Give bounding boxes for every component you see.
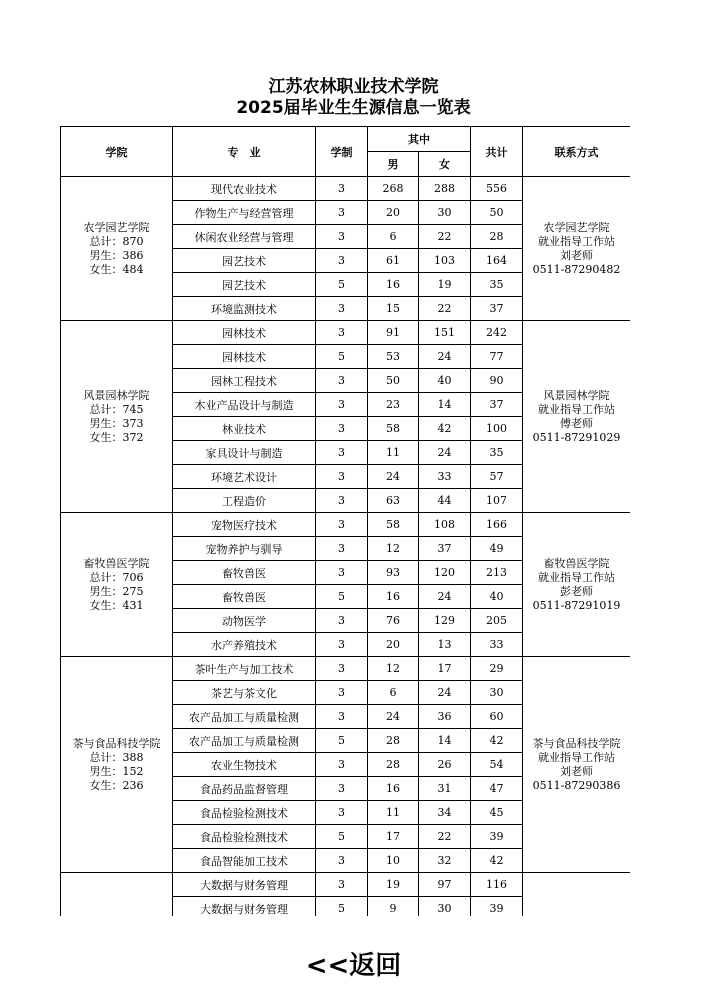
cell-major: 农业生物技术 — [173, 753, 316, 777]
college-summary-line: 总计：745 — [89, 402, 144, 416]
college-summary-line: 总计：870 — [89, 234, 144, 248]
cell-duration: 3 — [316, 657, 368, 681]
cell-major: 农产品加工与质量检测 — [173, 705, 316, 729]
cell-major: 宠物医疗技术 — [173, 513, 316, 537]
cell-duration: 3 — [316, 873, 368, 897]
cell-major: 食品检验检测技术 — [173, 801, 316, 825]
cell-male: 9 — [368, 897, 419, 917]
cell-total: 39 — [471, 825, 523, 849]
cell-male: 17 — [368, 825, 419, 849]
cell-male: 11 — [368, 801, 419, 825]
cell-male: 6 — [368, 681, 419, 705]
cell-female: 97 — [419, 873, 471, 897]
college-summary-line: 女生：484 — [89, 262, 144, 276]
cell-male: 16 — [368, 585, 419, 609]
cell-duration: 3 — [316, 393, 368, 417]
college-summary-line: 女生：236 — [89, 778, 144, 792]
cell-female: 33 — [419, 465, 471, 489]
cell-total: 50 — [471, 201, 523, 225]
cell-duration: 3 — [316, 369, 368, 393]
cell-female: 32 — [419, 849, 471, 873]
cell-male: 63 — [368, 489, 419, 513]
cell-major: 畜牧兽医 — [173, 561, 316, 585]
cell-duration: 3 — [316, 849, 368, 873]
cell-major: 环境监测技术 — [173, 297, 316, 321]
graduate-info-table — [60, 126, 630, 916]
college-summary-cell — [61, 177, 173, 321]
cell-total: 37 — [471, 297, 523, 321]
cell-duration: 3 — [316, 297, 368, 321]
contact-line: 茶与食品科技学院 — [532, 736, 621, 750]
cell-duration: 3 — [316, 633, 368, 657]
cell-female: 14 — [419, 393, 471, 417]
cell-female: 129 — [419, 609, 471, 633]
college-summary-line: 畜牧兽医学院 — [83, 556, 150, 570]
cell-duration: 5 — [316, 273, 368, 297]
cell-female: 31 — [419, 777, 471, 801]
cell-major: 食品检验检测技术 — [173, 825, 316, 849]
contact-cell — [523, 177, 631, 321]
cell-duration: 3 — [316, 177, 368, 201]
cell-major: 作物生产与经营管理 — [173, 201, 316, 225]
cell-total: 205 — [471, 609, 523, 633]
cell-major: 动物医学 — [173, 609, 316, 633]
cell-major: 休闲农业经营与管理 — [173, 225, 316, 249]
cell-duration: 3 — [316, 417, 368, 441]
cell-duration: 3 — [316, 513, 368, 537]
cell-male: 12 — [368, 537, 419, 561]
cell-female: 26 — [419, 753, 471, 777]
contact-line: 0511-87290386 — [532, 778, 621, 792]
cell-duration: 3 — [316, 465, 368, 489]
cell-total: 116 — [471, 873, 523, 897]
cell-major: 木业产品设计与制造 — [173, 393, 316, 417]
cell-total: 35 — [471, 441, 523, 465]
cell-duration: 3 — [316, 705, 368, 729]
cell-male: 91 — [368, 321, 419, 345]
cell-total: 40 — [471, 585, 523, 609]
contact-line: 就业指导工作站 — [538, 234, 615, 248]
cell-duration: 3 — [316, 801, 368, 825]
cell-major: 现代农业技术 — [173, 177, 316, 201]
college-summary-line: 女生：431 — [89, 598, 144, 612]
contact-line: 就业指导工作站 — [538, 570, 615, 584]
contact-line: 风景园林学院 — [543, 388, 610, 402]
cell-duration: 3 — [316, 489, 368, 513]
cell-total: 45 — [471, 801, 523, 825]
cell-major: 农产品加工与质量检测 — [173, 729, 316, 753]
cell-male: 12 — [368, 657, 419, 681]
cell-major: 工程造价 — [173, 489, 316, 513]
cell-duration: 3 — [316, 321, 368, 345]
cell-duration: 5 — [316, 897, 368, 917]
cell-male: 6 — [368, 225, 419, 249]
college-summary-cell — [61, 321, 173, 513]
cell-total: 107 — [471, 489, 523, 513]
cell-duration: 3 — [316, 753, 368, 777]
cell-female: 151 — [419, 321, 471, 345]
header-male: 男 — [368, 152, 419, 177]
cell-duration: 5 — [316, 729, 368, 753]
college-summary-line: 男生：386 — [89, 248, 144, 262]
college-summary-line: 农学园艺学院 — [83, 220, 150, 234]
cell-male: 11 — [368, 441, 419, 465]
cell-female: 120 — [419, 561, 471, 585]
cell-male: 28 — [368, 753, 419, 777]
cell-duration: 3 — [316, 225, 368, 249]
cell-duration: 5 — [316, 825, 368, 849]
college-summary-cell — [61, 873, 173, 917]
cell-male: 20 — [368, 633, 419, 657]
cell-female: 42 — [419, 417, 471, 441]
contact-line: 农学园艺学院 — [543, 220, 610, 234]
cell-female: 22 — [419, 825, 471, 849]
contact-line: 0511-87291019 — [532, 598, 621, 612]
college-summary-line: 风景园林学院 — [83, 388, 150, 402]
college-summary-line: 男生：275 — [89, 584, 144, 598]
cell-major: 园林技术 — [173, 321, 316, 345]
cell-total: 42 — [471, 729, 523, 753]
cell-duration: 5 — [316, 585, 368, 609]
table-viewport[interactable] — [60, 126, 630, 916]
cell-male: 15 — [368, 297, 419, 321]
cell-male: 76 — [368, 609, 419, 633]
cell-major: 环境艺术设计 — [173, 465, 316, 489]
cell-total: 35 — [471, 273, 523, 297]
cell-total: 39 — [471, 897, 523, 917]
table-row — [61, 873, 631, 897]
cell-major: 食品药品监督管理 — [173, 777, 316, 801]
contact-cell — [523, 873, 631, 917]
cell-total: 164 — [471, 249, 523, 273]
cell-major: 园林工程技术 — [173, 369, 316, 393]
contact-cell — [523, 657, 631, 873]
header-among: 其中 — [368, 127, 471, 152]
page-title-line1: 江苏农林职业技术学院 — [268, 77, 439, 97]
college-summary-line: 总计：388 — [89, 750, 144, 764]
contact-line: 0511-87290482 — [532, 262, 621, 276]
contact-line: 就业指导工作站 — [538, 750, 615, 764]
cell-female: 22 — [419, 225, 471, 249]
cell-female: 24 — [419, 345, 471, 369]
cell-female: 37 — [419, 537, 471, 561]
cell-male: 10 — [368, 849, 419, 873]
header-total: 共计 — [471, 127, 523, 177]
cell-duration: 3 — [316, 441, 368, 465]
cell-male: 24 — [368, 705, 419, 729]
contact-line: 就业指导工作站 — [538, 402, 615, 416]
cell-female: 288 — [419, 177, 471, 201]
contact-cell — [523, 321, 631, 513]
cell-major: 食品智能加工技术 — [173, 849, 316, 873]
cell-total: 166 — [471, 513, 523, 537]
contact-line: 彭老师 — [560, 584, 593, 598]
cell-female: 108 — [419, 513, 471, 537]
cell-male: 58 — [368, 513, 419, 537]
cell-total: 28 — [471, 225, 523, 249]
cell-total: 60 — [471, 705, 523, 729]
table-row — [61, 321, 631, 345]
cell-major: 大数据与财务管理 — [173, 897, 316, 917]
cell-duration: 3 — [316, 249, 368, 273]
cell-total: 49 — [471, 537, 523, 561]
cell-duration: 5 — [316, 345, 368, 369]
table-row — [61, 657, 631, 681]
cell-duration: 3 — [316, 681, 368, 705]
contact-line: 0511-87291029 — [532, 430, 621, 444]
cell-duration: 3 — [316, 561, 368, 585]
college-summary-line: 男生：152 — [89, 764, 144, 778]
header-major: 专 业 — [173, 127, 316, 177]
cell-female: 36 — [419, 705, 471, 729]
college-summary-line: 女生：372 — [89, 430, 144, 444]
cell-female: 24 — [419, 585, 471, 609]
cell-major: 畜牧兽医 — [173, 585, 316, 609]
college-summary-cell — [61, 657, 173, 873]
page-title-line2: 2025届毕业生生源信息一览表 — [236, 98, 471, 118]
header-contact: 联系方式 — [523, 127, 631, 177]
cell-major: 茶艺与茶文化 — [173, 681, 316, 705]
cell-male: 24 — [368, 465, 419, 489]
contact-line: 傅老师 — [560, 416, 593, 430]
cell-female: 103 — [419, 249, 471, 273]
cell-major: 宠物养护与驯导 — [173, 537, 316, 561]
cell-male: 53 — [368, 345, 419, 369]
cell-major: 园林技术 — [173, 345, 316, 369]
cell-total: 33 — [471, 633, 523, 657]
cell-total: 77 — [471, 345, 523, 369]
cell-female: 14 — [419, 729, 471, 753]
cell-duration: 3 — [316, 609, 368, 633]
cell-female: 30 — [419, 201, 471, 225]
cell-total: 213 — [471, 561, 523, 585]
cell-major: 园艺技术 — [173, 249, 316, 273]
cell-female: 24 — [419, 441, 471, 465]
cell-total: 54 — [471, 753, 523, 777]
cell-total: 100 — [471, 417, 523, 441]
college-summary-line: 男生：373 — [89, 416, 144, 430]
cell-female: 44 — [419, 489, 471, 513]
cell-duration: 3 — [316, 201, 368, 225]
cell-male: 50 — [368, 369, 419, 393]
cell-major: 家具设计与制造 — [173, 441, 316, 465]
back-link[interactable]: <<返回 — [305, 951, 402, 981]
table-body — [61, 177, 631, 917]
cell-total: 37 — [471, 393, 523, 417]
cell-male: 268 — [368, 177, 419, 201]
cell-female: 40 — [419, 369, 471, 393]
cell-total: 42 — [471, 849, 523, 873]
cell-male: 19 — [368, 873, 419, 897]
college-summary-line: 总计：706 — [89, 570, 144, 584]
cell-total: 57 — [471, 465, 523, 489]
header-duration: 学制 — [316, 127, 368, 177]
cell-total: 29 — [471, 657, 523, 681]
contact-cell — [523, 513, 631, 657]
cell-major: 茶叶生产与加工技术 — [173, 657, 316, 681]
cell-female: 22 — [419, 297, 471, 321]
cell-total: 30 — [471, 681, 523, 705]
cell-major: 园艺技术 — [173, 273, 316, 297]
cell-male: 93 — [368, 561, 419, 585]
cell-total: 242 — [471, 321, 523, 345]
cell-total: 90 — [471, 369, 523, 393]
cell-female: 17 — [419, 657, 471, 681]
cell-male: 58 — [368, 417, 419, 441]
header-college: 学院 — [61, 127, 173, 177]
cell-major: 林业技术 — [173, 417, 316, 441]
cell-total: 556 — [471, 177, 523, 201]
cell-male: 16 — [368, 777, 419, 801]
contact-line: 畜牧兽医学院 — [543, 556, 610, 570]
cell-duration: 3 — [316, 537, 368, 561]
cell-female: 24 — [419, 681, 471, 705]
college-summary-line: 茶与食品科技学院 — [72, 736, 161, 750]
cell-female: 13 — [419, 633, 471, 657]
college-summary-cell — [61, 513, 173, 657]
cell-male: 16 — [368, 273, 419, 297]
cell-total: 47 — [471, 777, 523, 801]
cell-male: 23 — [368, 393, 419, 417]
cell-female: 34 — [419, 801, 471, 825]
cell-female: 19 — [419, 273, 471, 297]
cell-male: 20 — [368, 201, 419, 225]
cell-male: 28 — [368, 729, 419, 753]
table-row — [61, 513, 631, 537]
cell-male: 61 — [368, 249, 419, 273]
cell-major: 大数据与财务管理 — [173, 873, 316, 897]
header-female: 女 — [419, 152, 471, 177]
cell-major: 水产养殖技术 — [173, 633, 316, 657]
cell-female: 30 — [419, 897, 471, 917]
contact-line: 刘老师 — [560, 764, 593, 778]
cell-duration: 3 — [316, 777, 368, 801]
contact-line: 刘老师 — [560, 248, 593, 262]
table-row — [61, 177, 631, 201]
